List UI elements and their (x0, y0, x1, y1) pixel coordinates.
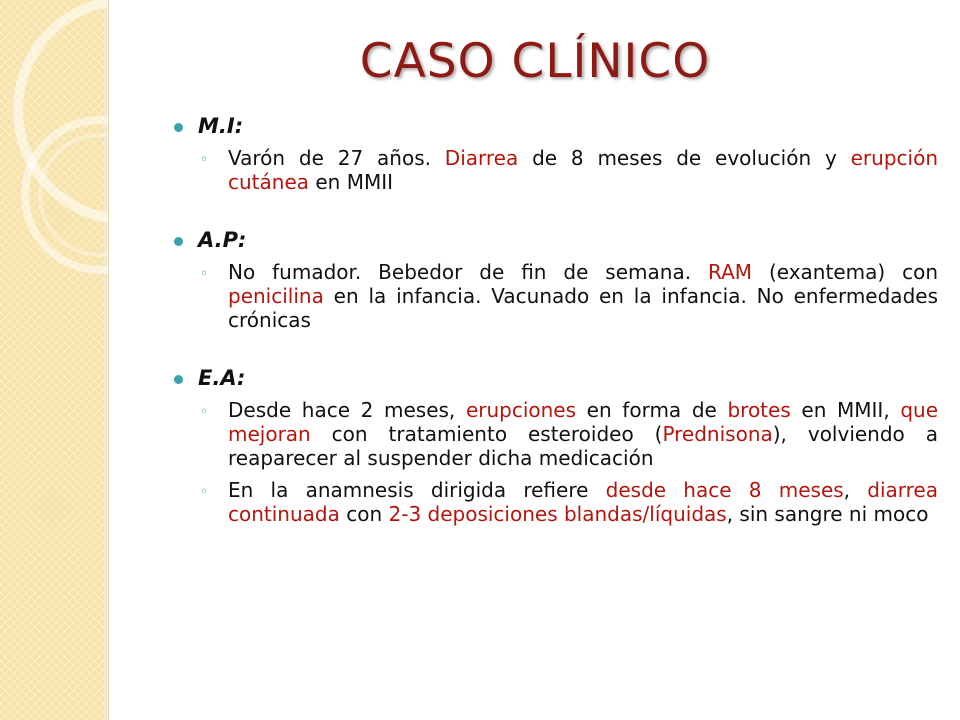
highlighted-term: diarrea continuada (228, 478, 938, 526)
section-0 (168, 110, 938, 194)
hollow-bullet-icon: ◦ (200, 484, 209, 500)
highlighted-term: penicilina (228, 284, 324, 308)
section-heading (168, 110, 938, 142)
hollow-bullet-icon: ◦ (200, 404, 209, 420)
sub-bullet-item (168, 398, 938, 470)
body-text: en MMII (309, 170, 394, 194)
body-text: Varón de 27 años. (228, 146, 445, 170)
body-text: con (339, 502, 389, 526)
highlighted-term: RAM (708, 260, 753, 284)
section-1 (168, 224, 938, 332)
section-heading-text: M.I: (198, 114, 244, 138)
highlighted-term: brotes (727, 398, 791, 422)
body-text: en la infancia. Vacunado en la infancia. No enfermedades crónicas (228, 284, 938, 332)
highlighted-term: que mejoran (228, 398, 939, 446)
bullet-dot-icon (174, 123, 183, 132)
bullet-dot-icon (174, 375, 183, 384)
body-text: con tratamiento esteroideo ( (310, 422, 663, 446)
body-text: En la anamnesis dirigida refiere (228, 478, 606, 502)
hollow-bullet-icon: ◦ (200, 152, 209, 168)
sub-bullet-item (168, 146, 938, 194)
highlighted-term: desde hace 8 meses (605, 478, 844, 502)
body-text: Desde hace 2 meses, (228, 398, 466, 422)
sub-bullet-item (168, 478, 938, 526)
slide-title: CASO CLÍNICO (359, 34, 711, 89)
section-2 (168, 362, 938, 526)
highlighted-term: erupciones (465, 398, 577, 422)
body-text: , sin sangre ni moco (726, 502, 929, 526)
highlighted-term: 2-3 deposiciones blandas/líquidas (388, 502, 727, 526)
section-heading-text: A.P: (198, 228, 247, 252)
body-text: (exantema) con (752, 260, 938, 284)
decorative-circles (0, 0, 108, 720)
highlighted-term: Diarrea (444, 146, 519, 170)
bullet-dot-icon (174, 237, 183, 246)
body-text: en forma de (576, 398, 728, 422)
section-heading (168, 362, 938, 394)
body-text: , (843, 478, 868, 502)
highlighted-term: Prednisona (662, 422, 773, 446)
side-divider-line (108, 0, 109, 720)
highlighted-term: erupción cutánea (228, 146, 938, 194)
section-heading-text: E.A: (198, 366, 246, 390)
hollow-bullet-icon: ◦ (200, 266, 209, 282)
body-text: No fumador. Bebedor de fin de semana. (228, 260, 708, 284)
slide-content (168, 110, 938, 526)
section-heading (168, 224, 938, 256)
body-text: ), volviendo a reaparecer al suspender dicha medicación (228, 422, 938, 470)
sub-bullet-item (168, 260, 938, 332)
body-text: de 8 meses de evolución y (518, 146, 851, 170)
body-text: en MMII, (790, 398, 901, 422)
